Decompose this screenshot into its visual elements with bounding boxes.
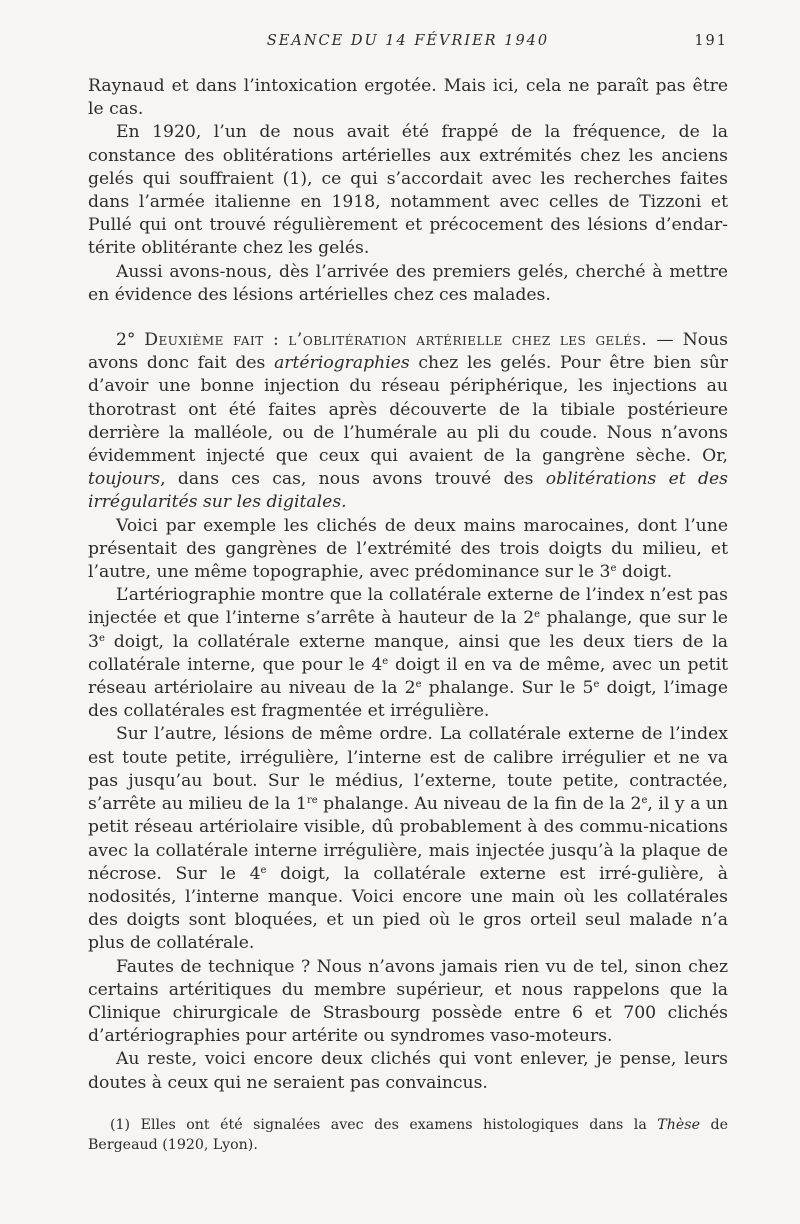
superscript: e: [610, 563, 617, 575]
emphasis-text: artériographies: [274, 353, 410, 374]
section-number: 2°: [116, 330, 136, 351]
text-run: doigt, la collatérale externe est irré-gulière, à nodosités, l’interne manque. Voici encore une main où les collatérales des doigts sont bloquées, et un pied où le gros orteil seul malade n’a plus de collatérale.: [88, 863, 728, 954]
paragraph-1: Raynaud et dans l’intoxication ergotée. Mais ici, cela ne paraît pas être le cas.: [88, 76, 728, 120]
paragraph-5: [88, 515, 728, 585]
superscript: e: [534, 609, 541, 621]
text-run: Voici par exemple les clichés de deux mains marocaines, dont l’une présentait des gangrènes de l’extrémité des trois doigts du milieu, et l’autre, une même topographie, avec prédominance sur le 3: [88, 515, 728, 583]
text-run: Sur l’autre, lésions de même ordre. La collatérale externe de l’index est toute petite, irrégulière, l’interne est de calibre irrégulier et ne va pas jusqu’au bout. Sur le médius, l’externe, toute petite, contractée, s’arrête au milieu de la 1: [88, 724, 728, 815]
text-run: L’artériographie montre que la collatérale externe de l’index n’est pas injectée et que l’interne s’arrête à hauteur de la 2: [88, 585, 728, 629]
text-run: phalange. Sur le 5: [421, 678, 594, 699]
section-heading: Deuxième fait : l’oblitération artérielle chez les gelés. —: [144, 330, 675, 351]
paragraph-3: Aussi avons-nous, dès l’arrivée des premiers gelés, cherché à mettre en évidence des lésions artérielles chez ces malades.: [88, 261, 728, 305]
text-run: chez les gelés. Pour être bien sûr d’avoir une bonne injection du réseau périphérique, les injections au thorotrast ont été faites après découverte de la tibiale postérieure derrière la malléole, ou de l’humérale au pli du coude. Nous n’avons évidemment injecté que ceux qui avaient de la gangrène sèche. Or,: [88, 353, 728, 467]
emphasis-text: toujours: [88, 469, 161, 490]
body-text: [88, 75, 728, 1095]
paragraph-8: Fautes de technique ? Nous n’avons jamais rien vu de tel, sinon chez certains artéritiques du membre supérieur, et nous rappelons que la Clinique chirurgicale de Strasbourg possède entre 6 et 700 clichés d’artériographies pour artérite ou syndromes vaso-moteurs.: [88, 956, 728, 1047]
text-run: phalange, que sur le 3: [88, 608, 728, 652]
superscript: re: [306, 795, 318, 807]
footnote-1: [88, 1115, 728, 1155]
footnote: [88, 1115, 728, 1155]
paragraph-6: [88, 584, 728, 723]
paragraph-7: [88, 723, 728, 955]
text-run: Nous avons donc fait des: [88, 330, 729, 374]
superscript: e: [593, 679, 600, 691]
superscript: e: [415, 679, 422, 691]
text-run: , il y a un petit réseau artériolaire visible, dû probablement à des commu-nications avec la collatérale interne irrégulière, mais injectée jusqu’à la plaque de nécrose. Sur le 4: [88, 794, 728, 884]
running-header: [88, 33, 728, 57]
text-run: doigt.: [616, 562, 673, 583]
text-run: doigt, l’image des collatérales est fragmentée et irrégulière.: [88, 678, 728, 722]
emphasis-text: Thèse: [657, 1117, 700, 1133]
superscript: e: [382, 655, 389, 667]
text-run: doigt, la collatérale externe manque, ainsi que les deux tiers de la collatérale interne, que pour le 4: [88, 631, 728, 675]
superscript: e: [98, 632, 105, 644]
text-run: doigt il en va de même, avec un petit réseau artériolaire au niveau de la 2: [88, 654, 728, 699]
superscript: e: [260, 864, 267, 876]
emphasis-text: oblitérations et des irrégularités sur les digitales.: [88, 469, 728, 513]
page-number: 191: [694, 33, 728, 49]
paragraph-9: Au reste, voici encore deux clichés qui vont enlever, je pense, leurs doutes à ceux qui ne seraient pas convaincus.: [88, 1049, 728, 1093]
text-run: phalange. Au niveau de la fin de la 2: [317, 794, 642, 815]
superscript: e: [641, 795, 648, 807]
text-run: , dans ces cas, nous avons trouvé des: [160, 469, 546, 490]
text-run: (1) Elles ont été signalées avec des examens histologiques dans la: [110, 1117, 658, 1133]
paragraph-2: En 1920, l’un de nous avait été frappé de la fréquence, de la constance des oblitérations artérielles aux extrémités chez les anciens gelés qui souffraient (1), ce qui s’accordait avec les recherches faites dans l’armée italienne en 1918, notamment avec celles de Tizzoni et Pullé qui ont trouvé régulièrement et précocement des lésions d’endar-térite oblitérante chez les gelés.: [88, 122, 728, 259]
text-run: de Bergeaud (1920, Lyon).: [88, 1117, 728, 1153]
running-title: SEANCE DU 14 FÉVRIER 1940: [266, 33, 550, 49]
paragraph-section-2: [88, 329, 728, 515]
